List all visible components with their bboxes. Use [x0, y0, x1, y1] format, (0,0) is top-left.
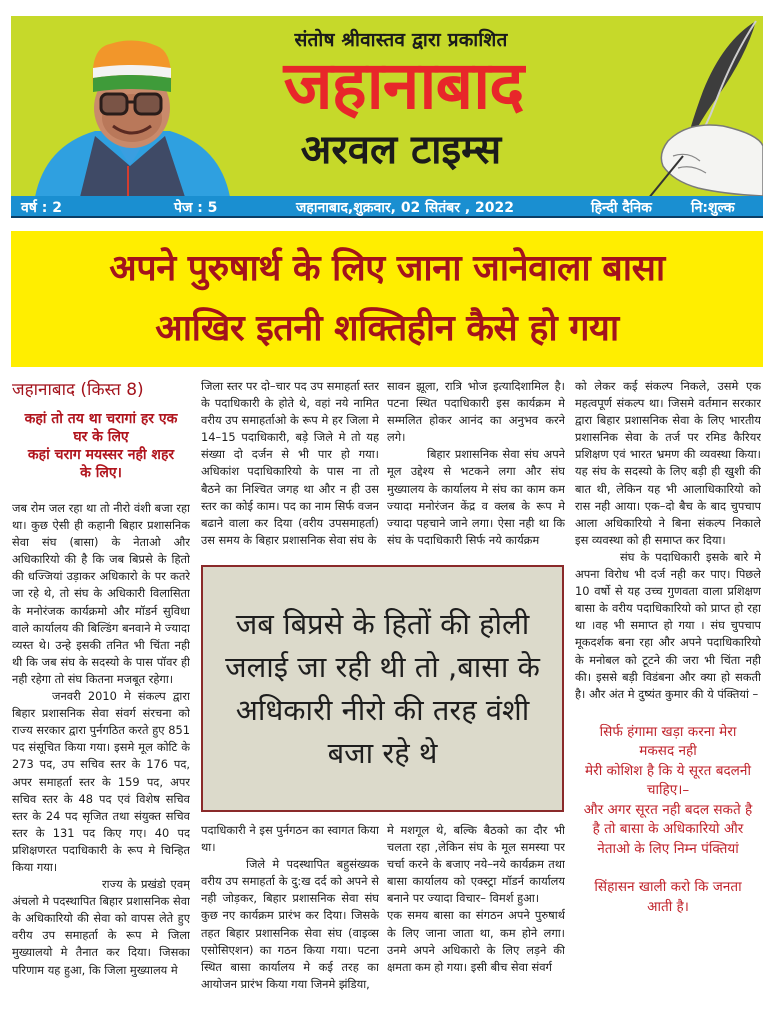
page-label: पेज : 5 — [174, 200, 218, 216]
poem-line: और अगर सूरत नही बदल सकते है — [583, 801, 753, 818]
article-column-2-bottom — [201, 822, 379, 1012]
paragraph: को लेकर कई संकल्प निकले, उसमे एक महत्वपूर्ण संकल्प था। जिसमे वर्तमान सरकार द्वारा बिहार प्रशासनिक सेवा के लिए भारतीय प्रशासनिक सेवा के तर्ज पर रमिड कैरियर प्रशिक्षण एवं भारत भ्रमण की व्यवस्था किया। यह संघ के सदस्यो के लिए बड़ी ही खुशी की बात थी, लेकिन यह भी आलाधिकारियो को रास नही आया। एक–दो बैच के बाद चुपचाप आला अधिकारियो ने बिना संकल्प निकाले इस व्यवस्था को ही समाप्त कर दिया। — [575, 379, 761, 547]
kicker-line: घर के लिए — [73, 429, 129, 445]
poem-quote — [575, 723, 761, 918]
newspaper-title: जहानाबाद — [283, 47, 524, 124]
paragraph: एक समय बासा का संगठन अपने पुरुषार्थ के लिए जाना जाता था, कम होने लगा। उनमे अपने अधिकारो के लिए लड़ने की क्षमता कम हो गया। इसी बीच सेवा संवर्ग — [387, 908, 565, 974]
article-column-2-top — [201, 378, 379, 558]
edition-type-label: हिन्दी दैनिक — [591, 200, 652, 216]
article-dateline: जहानाबाद (किस्त 8) — [12, 380, 144, 400]
paragraph: पदाधिकारी ने इस पुर्नगठन का स्वागत किया था। — [201, 823, 379, 855]
paragraph: संघ के पदाधिकारी इसके बारे मे अपना विरोध भी दर्ज नही कर पाए। पिछले 10 वर्षो से यह उच्च गुणवता वाला प्रशिक्षण बासा के वरीय पदाधिकारियो को प्राप्त हो रहा था ।वह भी समाप्त हो गया । संघ चुपचाप मूकदर्शक बना रहा और अपने पदाधिकारियो के मनोबल को टूटने की जरा भी चिंता नही की। इससे बड़ी विडंबना और क्या हो सकती है। और अंत मे दुष्यंत कुमार की ये पंक्तियां – — [575, 549, 761, 701]
poem-line: मकसद नही — [639, 743, 697, 760]
paragraph: जब रोम जल रहा था तो नीरो वंशी बजा रहा था। कुछ ऐसी ही कहानी बिहार प्रशासनिक सेवा संघ (बासा) के नेताओ और अधिकारियो की है कि जब बिप्रसे के हितो की धज्जियां उड़ाकर अधिकारो के पर कतरे जा रहे थे, तो संघ के अधिकारी विलासिता के मनोरंजक कार्यक्रमो और मॉडर्न सुविधा वाले कार्यालय की बिल्डिंग बनवाने मे ज्यादा व्यस्त थे। उन्हे इसकी तनित भी चिंता नही थी कि जब संघ के सदस्यो के पास पॉवर ही नही रहेगा तो संघ कितना मजबूत रहेगा। — [12, 501, 190, 686]
poem-line: सिंहासन खाली करो कि जनता — [594, 879, 742, 896]
paragraph: राज्य के प्रखंडो एवम् अंचलो मे पदस्थापित बिहार प्रशासनिक सेवा के अधिकारियो की सेवा को वापस लेते हुए वरीय उप समाहर्ता के रूप मे जिला मुख्यालयो मे तैनात कर दिया। जिसका परिणाम यह हुआ, कि जिला मुख्यालय मे — [12, 877, 190, 977]
kicker-line: के लिए। — [80, 465, 122, 481]
paragraph: बिहार प्रशासनिक सेवा संघ अपने मूल उद्देश्य से भटकने लगा और संघ मुख्यालय के कार्यालय मे संघ का काम कम ज्यादा मनोरंजन केंद्र व क्लब के रूप मे ज्यादा पहचाने जाने लगा। ऐसा नही था कि संघ के पदाधिकारी सिर्फ नये कार्यक्रम — [387, 447, 565, 547]
headline-line-2: आखिर इतनी शक्तिहीन कैसे हो गया — [155, 308, 619, 349]
date-label: जहानाबाद,शुक्रवार, 02 सितंबर , 2022 — [296, 200, 514, 216]
kicker-line: कहां चराग मयस्सर नही शहर — [27, 447, 175, 463]
poem-line: मेरी कोशिश है कि ये सूरत बदलनी — [585, 762, 751, 779]
paragraph: जिला स्तर पर दो–चार पद उप समाहर्ता स्तर के पदाधिकारी के होते थे, वहां नये नामित वरीय उप समाहर्ताओ के रूप मे हर जिला मे 14–15 पदाधिकारी, बड़े जिले मे तो यह संख्या दो दर्जन से भी पार हो गया। अधिकांश पदाधिकारियो के पास ना तो बैठने का निश्चित जगह था और न ही उस स्तर का कोई काम। पद का नाम सिर्फ वजन बढाने वाला कर दिया (वरीय उपसमाहर्ता) उस समय के बिहार प्रशासनिक सेवा संघ के — [201, 379, 379, 547]
poem-line: चाहिए।– — [646, 782, 690, 799]
paragraph: मे मशगूल थे, बल्कि बैठको का दौर भी चलता रहा ,लेकिन संघ के मूल समस्या पर चर्चा करने के बजाए नये–नये कार्यक्रम तथा बासा कार्यालय को एक्स्ट्रा मॉडर्न कार्यालय बनाने पर ज्यादा विचार– विमर्श हुआ। — [387, 823, 565, 906]
paragraph: जिले मे पदस्थापित बहुसंख्यक वरीय उप समाहर्ता के दु:ख दर्द को अपने से नही जोड़कर, बिहार प्रशासनिक सेवा संघ कुछ नए कार्यक्रम प्रारंभ कर दिया। जिसके तहत बिहार प्रशासनिक सेवा संघ (वाइव्स एसोसिएशन) का गठन किया गया। पटना स्थित बासा कार्यालय मे कई तरह का आयोजन प्रारंभ किया गया जिनमे झंडिया, — [201, 857, 379, 991]
paragraph: जनवरी 2010 मे संकल्प द्वारा बिहार प्रशासनिक सेवा संवर्ग संरचना को राज्य सरकार द्वारा पुर्नगठित करते हुए 851 पद संसूचित किया गया। इसमे मूल कोटि के 273 पद, उप सचिव स्तर के 176 पद, अपर समाहर्ता स्तर के 159 पद, अपर सचिव स्तर के 48 पद एवं विशेष सचिव स्तर के 24 पद सृजित तथा संयुक्त सचिव स्तर के 131 पद किए गए। 40 पद प्रशिक्षणरत पदाधिकारी के रूप मे चिन्हित किया गया। — [12, 689, 190, 874]
price-label: नि:शुल्क — [691, 200, 735, 216]
year-label: वर्ष : 2 — [21, 200, 62, 216]
article-kicker — [12, 410, 190, 482]
paragraph: सावन झूला, रात्रि भोज इत्यादिशामिल है। पटना स्थित पदाधिकारी इस कार्यक्रम मे सम्मलित होकर आनंद का अनुभव करने लगे। — [387, 379, 565, 445]
article-column-3-bottom — [387, 822, 565, 1012]
poem-line: सिर्फ हंगामा खड़ा करना मेरा — [599, 723, 737, 740]
publisher-line: संतोष श्रीवास्तव द्वारा प्रकाशित — [294, 29, 508, 51]
article-column-3-top — [387, 378, 565, 558]
newspaper-subtitle: अरवल टाइम्स — [300, 127, 502, 173]
poem-line: नेताओ के लिए निम्न पंक्तियां — [597, 840, 739, 857]
quill-hand-icon — [628, 16, 763, 201]
headline-banner — [11, 231, 763, 367]
poem-line: है तो बासा के अधिकारियो और — [592, 821, 744, 838]
headline-line-1: अपने पुरुषार्थ के लिए जाना जानेवाला बासा — [109, 248, 665, 289]
pull-quote-text: जब बिप्रसे के हितों की होली जलाई जा रही थी तो ,बासा के अधिकारी नीरो की तरह वंशी बजा रहे थे — [225, 606, 540, 770]
pull-quote-box — [201, 565, 564, 812]
article-column-4 — [575, 378, 761, 1018]
kicker-line: कहां तो तय था चरागां हर एक — [24, 411, 178, 427]
masthead — [11, 16, 763, 218]
info-bar — [11, 196, 763, 218]
poem-line: आती है। — [647, 898, 689, 915]
article-column-1 — [12, 378, 190, 1018]
